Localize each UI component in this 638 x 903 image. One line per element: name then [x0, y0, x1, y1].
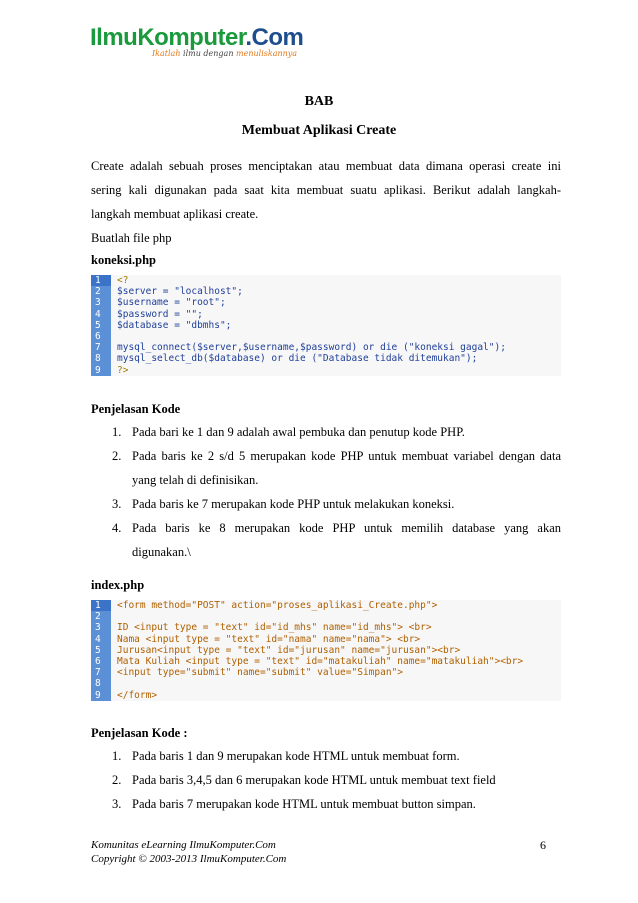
line-number: 5 — [91, 645, 111, 656]
tagline-c: menuliskannya — [236, 49, 298, 58]
code-text: </form> — [117, 689, 158, 701]
logo-tagline — [152, 49, 297, 58]
list-item — [112, 516, 561, 564]
penjelasan-list-1 — [112, 420, 561, 564]
list-line: Pada bari ke 1 dan 9 adalah awal pembuka dan penutup kode PHP. — [132, 425, 465, 439]
list-number: 4. — [112, 521, 122, 535]
list-line: Pada baris 7 merupakan kode HTML untuk membuat button simpan. — [132, 797, 476, 811]
line-number: 6 — [91, 656, 111, 667]
line-number: 2 — [91, 286, 111, 297]
code-line — [91, 275, 561, 286]
code-line — [91, 331, 561, 342]
list-number: 1. — [112, 425, 122, 439]
page-footer — [91, 838, 286, 866]
koneksi-filename: koneksi.php — [91, 253, 156, 267]
line-number: 6 — [91, 331, 111, 342]
code-text: Nama <input type = "text" id="nama" name="nama"> <br> — [117, 633, 421, 645]
line-number: 2 — [91, 611, 111, 622]
list-line: Pada baris ke 2 s/d 5 merupakan kode PHP untuk membuat variabel dengan data — [132, 449, 561, 463]
line-number: 9 — [91, 690, 111, 701]
code-line — [91, 634, 561, 645]
line-number: 4 — [91, 634, 111, 645]
intro-paragraph — [91, 154, 561, 250]
list-line: Pada baris ke 7 merupakan kode PHP untuk melakukan koneksi. — [132, 497, 455, 511]
line-number: 8 — [91, 353, 111, 364]
line-number: 3 — [91, 297, 111, 308]
code-text: <input type="submit" name="submit" value="Simpan"> — [117, 667, 403, 679]
footer-line-2: Copyright © 2003-2013 IlmuKomputer.Com — [91, 853, 287, 865]
code-block-index — [91, 600, 561, 701]
list-item — [112, 492, 561, 516]
line-number: 9 — [91, 365, 111, 376]
code-text — [111, 611, 117, 622]
code-line — [91, 342, 561, 353]
list-number: 1. — [112, 749, 122, 763]
site-logo — [90, 24, 320, 64]
list-line: Pada baris ke 8 merupakan kode PHP untuk memilih database yang akan — [132, 521, 561, 535]
logo-part1: IlmuKomputer — [90, 24, 246, 51]
list-number: 3. — [112, 797, 122, 811]
code-line — [91, 286, 561, 297]
code-text: Jurusan<input type = "text" id="jurusan" name="jurusan"><br> — [117, 644, 461, 656]
intro-line: Create adalah sebuah proses menciptakan atau membuat data dimana operasi create ini — [91, 159, 561, 173]
list-number: 2. — [112, 449, 122, 463]
list-item — [112, 420, 561, 444]
list-line: digunakan.\ — [132, 545, 191, 559]
code-text: ID <input type = "text" id="id_mhs" name="id_mhs"> <br> — [117, 622, 432, 634]
list-line: Pada baris 3,4,5 dan 6 merupakan kode HTML untuk membuat text field — [132, 773, 496, 787]
code-text: mysql_select_db($database) or die ("Database tidak ditemukan"); — [117, 353, 478, 365]
code-text: $username = "root"; — [117, 297, 226, 309]
footer-line-1: Komunitas eLearning IlmuKomputer.Com — [91, 839, 276, 851]
page-number: 6 — [540, 838, 546, 852]
line-number: 1 — [91, 275, 111, 286]
code-line — [91, 600, 561, 611]
code-line — [91, 678, 561, 689]
line-number: 7 — [91, 667, 111, 678]
line-number: 1 — [91, 600, 111, 611]
logo-wordmark — [90, 24, 303, 52]
list-item — [112, 792, 561, 816]
code-text: mysql_connect($server,$username,$password) or die ("koneksi gagal"); — [117, 342, 506, 354]
code-line — [91, 320, 561, 331]
buat-file-text: Buatlah file php — [91, 231, 172, 245]
list-item — [112, 444, 561, 492]
chapter-title: Membuat Aplikasi Create — [241, 123, 397, 138]
intro-line: langkah membuat aplikasi create. — [91, 207, 259, 221]
intro-line: sering kali digunakan pada saat kita membuat suatu aplikasi. Berikut adalah langkah- — [91, 183, 561, 197]
code-text: ?> — [117, 364, 129, 376]
code-line — [91, 656, 561, 667]
list-line: yang telah di definisikan. — [132, 473, 259, 487]
code-line — [91, 667, 561, 678]
code-block-koneksi — [91, 275, 561, 376]
code-line — [91, 353, 561, 364]
index-filename: index.php — [91, 578, 145, 592]
code-text: <? — [117, 275, 129, 286]
code-line — [91, 690, 561, 701]
code-text: $database = "dbmhs"; — [117, 319, 232, 331]
list-number: 2. — [112, 773, 122, 787]
code-line — [91, 365, 561, 376]
line-number: 7 — [91, 342, 111, 353]
penjelasan-heading-2: Penjelasan Kode : — [91, 726, 188, 740]
code-line — [91, 645, 561, 656]
list-item — [112, 744, 561, 768]
list-line: Pada baris 1 dan 9 merupakan kode HTML untuk membuat form. — [132, 749, 460, 763]
code-text: <form method="POST" action="proses_aplikasi_Create.php"> — [117, 600, 438, 611]
code-text: $server = "localhost"; — [117, 286, 243, 298]
logo-part2: .Com — [245, 24, 304, 51]
code-line — [91, 611, 561, 622]
list-item — [112, 768, 561, 792]
list-number: 3. — [112, 497, 122, 511]
code-line — [91, 309, 561, 320]
penjelasan-heading-1: Penjelasan Kode — [91, 402, 181, 416]
line-number: 8 — [91, 678, 111, 689]
code-text — [111, 678, 117, 689]
line-number: 3 — [91, 622, 111, 633]
tagline-a: Ikatlah — [152, 49, 184, 58]
line-number: 4 — [91, 309, 111, 320]
code-text: Mata Kuliah <input type = "text" id="matakuliah" name="matakuliah"><br> — [117, 655, 524, 667]
code-text — [111, 331, 117, 342]
chapter-label: BAB — [304, 94, 334, 109]
code-line — [91, 297, 561, 308]
code-line — [91, 622, 561, 633]
penjelasan-list-2 — [112, 744, 561, 816]
code-text: $password = ""; — [117, 308, 203, 320]
tagline-b: ilmu dengan — [183, 49, 237, 58]
line-number: 5 — [91, 320, 111, 331]
